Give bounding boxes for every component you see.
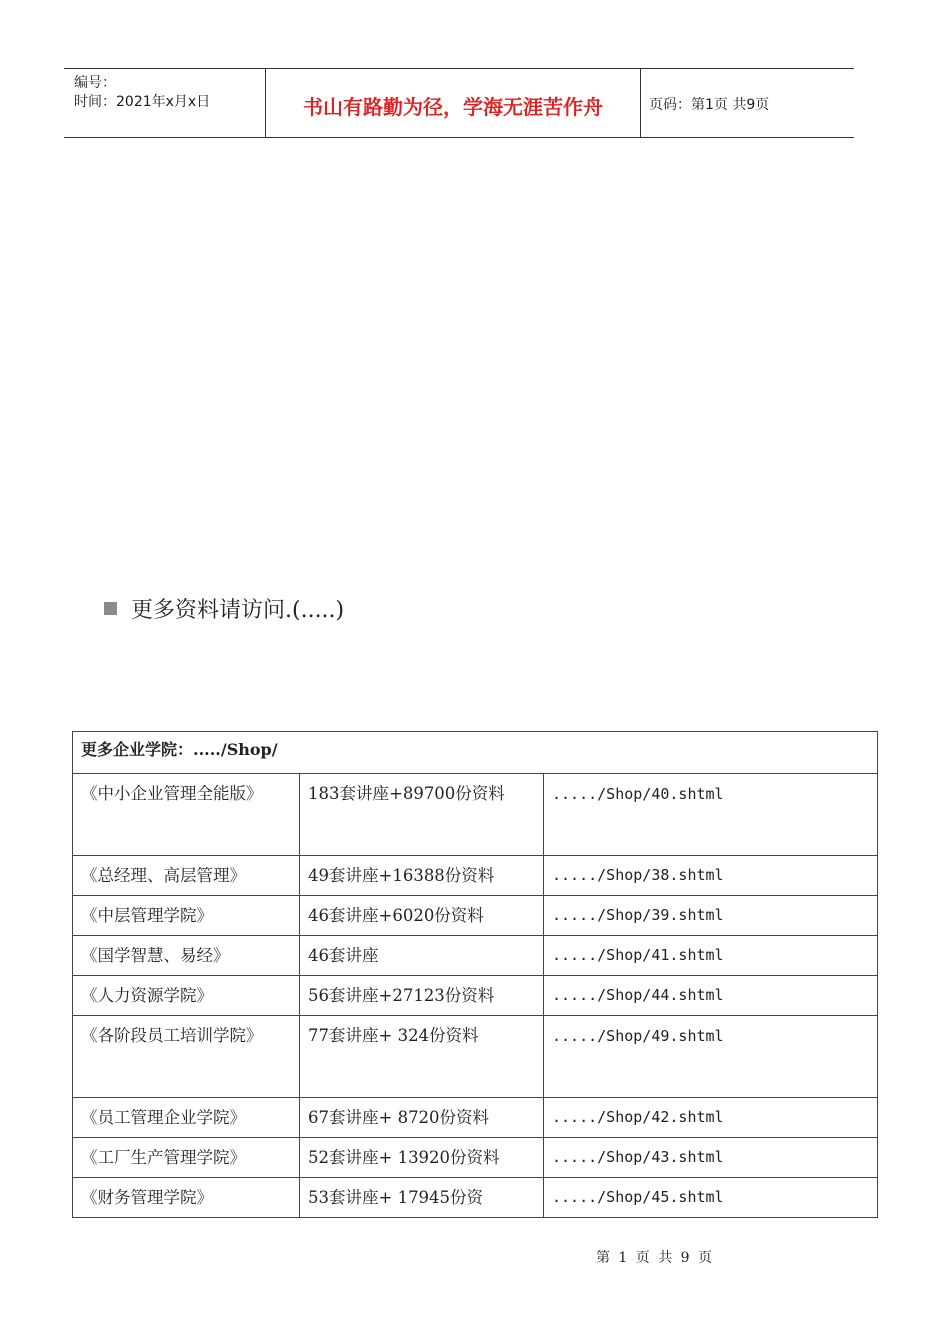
course-content: 46套讲座+6020份资料 [300, 896, 544, 936]
course-name: 《总经理、高层管理》 [73, 856, 300, 896]
table-row [73, 1178, 878, 1218]
page-header [64, 68, 854, 138]
course-name: 《人力资源学院》 [73, 976, 300, 1016]
page-footer: 第 1 页 共 9 页 [595, 1250, 715, 1266]
course-name: 《中小企业管理全能版》 [73, 774, 300, 856]
course-content: 183套讲座+89700份资料 [300, 774, 544, 856]
academy-table [72, 731, 878, 1218]
table-row [73, 1138, 878, 1178]
table-row [73, 1098, 878, 1138]
header-motto-cell [265, 69, 641, 137]
table-title[interactable]: 更多企业学院：...../Shop/ [73, 732, 878, 774]
course-content: 56套讲座+27123份资料 [300, 976, 544, 1016]
course-link[interactable]: ...../Shop/43.shtml [544, 1138, 878, 1178]
table-row [73, 856, 878, 896]
course-content: 46套讲座 [300, 936, 544, 976]
course-name: 《各阶段员工培训学院》 [73, 1016, 300, 1098]
course-link[interactable]: ...../Shop/39.shtml [544, 896, 878, 936]
course-link[interactable]: ...../Shop/44.shtml [544, 976, 878, 1016]
course-name: 《工厂生产管理学院》 [73, 1138, 300, 1178]
header-motto: 书山有路勤为径，学海无涯苦作舟 [303, 95, 603, 119]
table-header-row [73, 732, 878, 774]
header-page-info: 页码：第1页 共9页 [649, 97, 770, 113]
course-content: 49套讲座+16388份资料 [300, 856, 544, 896]
course-content: 53套讲座+ 17945份资 [300, 1178, 544, 1218]
course-link[interactable]: ...../Shop/40.shtml [544, 774, 878, 856]
document-number-label: 编号： [74, 75, 116, 91]
table-row [73, 774, 878, 856]
course-link[interactable]: ...../Shop/45.shtml [544, 1178, 878, 1218]
course-name: 《中层管理学院》 [73, 896, 300, 936]
course-name: 《财务管理学院》 [73, 1178, 300, 1218]
table-row [73, 1016, 878, 1098]
course-link[interactable]: ...../Shop/49.shtml [544, 1016, 878, 1098]
visit-text[interactable]: 更多资料请访问.(.....) [131, 598, 345, 623]
table-row [73, 936, 878, 976]
document-time-label: 时间：2021年x月x日 [74, 94, 211, 110]
course-link[interactable]: ...../Shop/38.shtml [544, 856, 878, 896]
table-row [73, 896, 878, 936]
course-name: 《国学智慧、易经》 [73, 936, 300, 976]
course-link[interactable]: ...../Shop/41.shtml [544, 936, 878, 976]
table-row [73, 976, 878, 1016]
course-name: 《员工管理企业学院》 [73, 1098, 300, 1138]
course-link[interactable]: ...../Shop/42.shtml [544, 1098, 878, 1138]
header-page-cell [640, 69, 854, 137]
square-bullet-icon [104, 602, 117, 615]
header-meta-cell [64, 69, 265, 137]
course-content: 67套讲座+ 8720份资料 [300, 1098, 544, 1138]
course-content: 52套讲座+ 13920份资料 [300, 1138, 544, 1178]
visit-line [104, 593, 344, 624]
course-content: 77套讲座+ 324份资料 [300, 1016, 544, 1098]
